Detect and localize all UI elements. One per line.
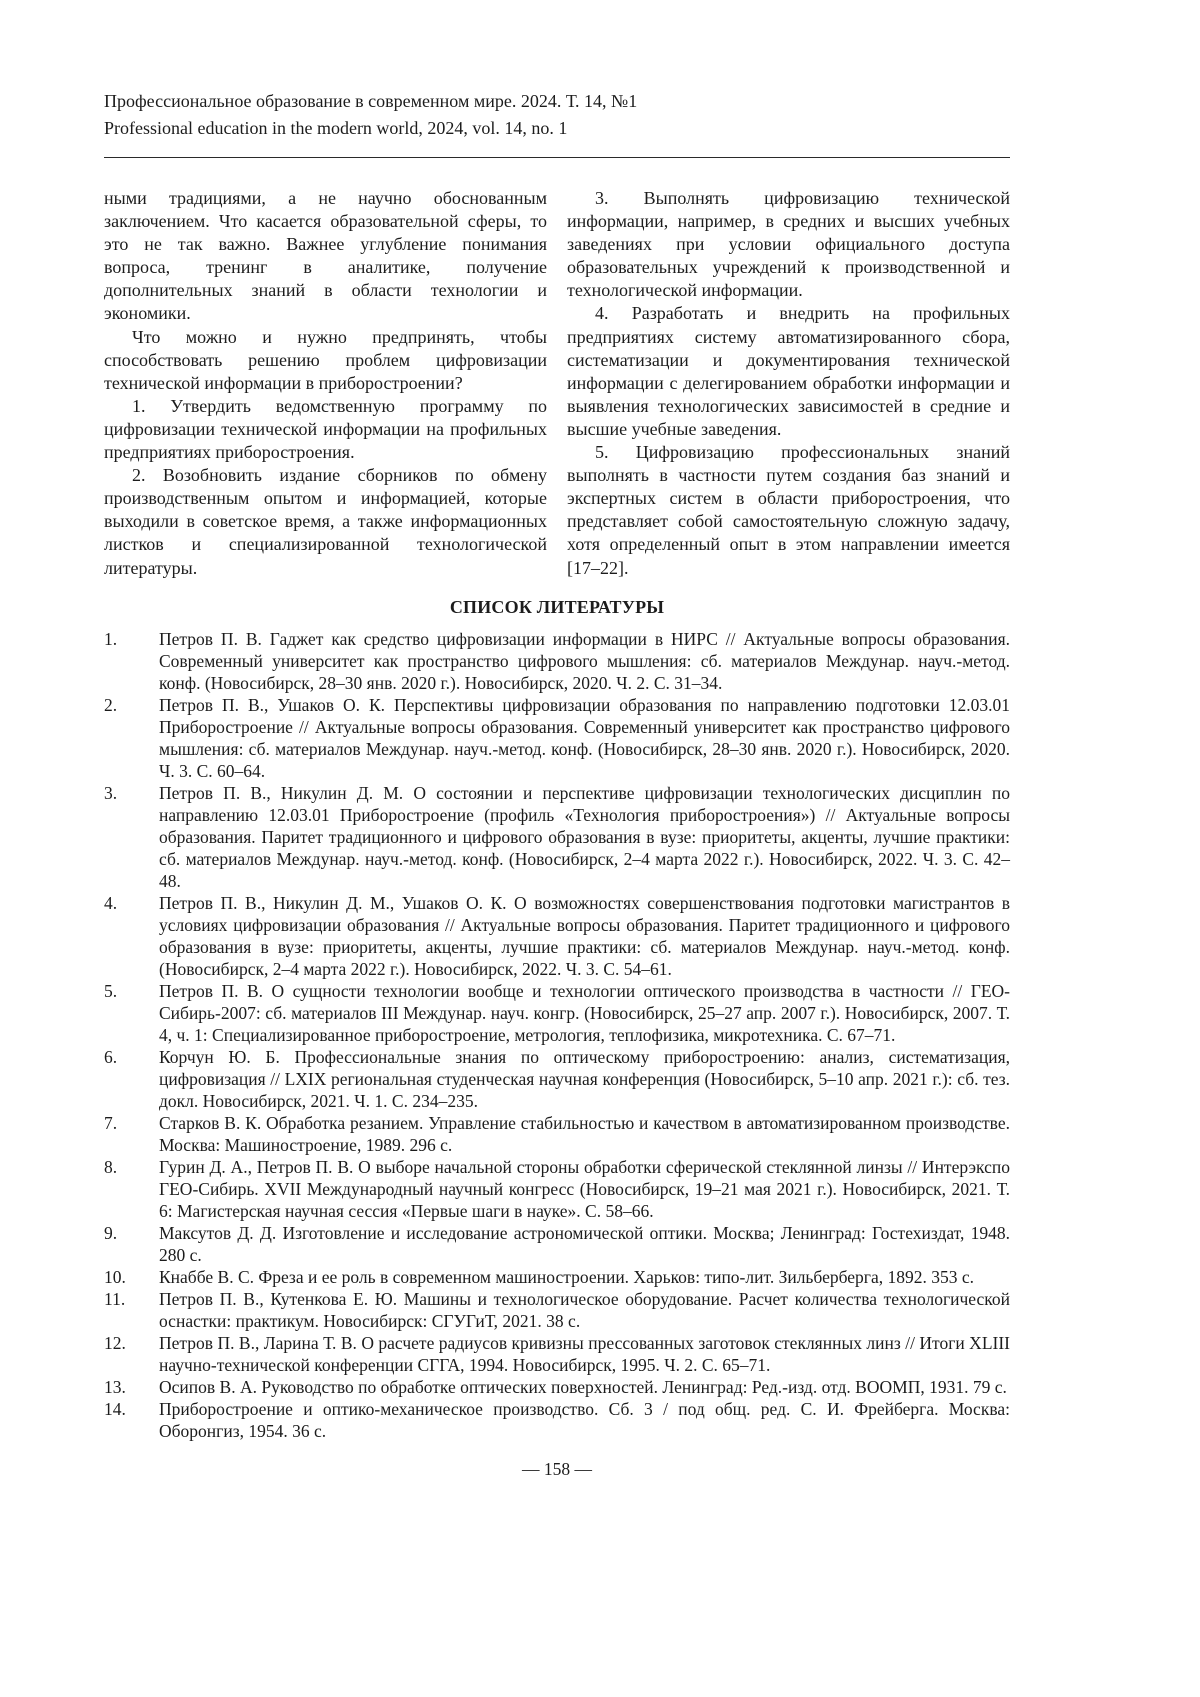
reference-item (104, 980, 1010, 1046)
reference-item (104, 1046, 1010, 1112)
reference-item (104, 1222, 1010, 1266)
paragraph: 1. Утвердить ведомственную программу по цифровизации технической информации на профильных предприятиях приборостроения. (104, 395, 547, 463)
journal-title-en: Professional education in the modern world, 2024, vol. 14, no. 1 (104, 118, 568, 138)
reference-text: Максутов Д. Д. Изготовление и исследование астрономической оптики. Москва; Ленинград: Гостехиздат, 1948. 280 с. (159, 1222, 1010, 1265)
reference-number: 11. (104, 1288, 126, 1309)
running-head (104, 88, 1010, 158)
reference-text: Кнаббе В. С. Фреза и ее роль в современном машиностроении. Харьков: типо-лит. Зильберберга, 1892. 353 с. (159, 1266, 975, 1287)
reference-text: Петров П. В., Ларина Т. В. О расчете радиусов кривизны прессованных заготовок стеклянных линз // Итоги XLIII научно-технической конференции СГГА, 1994. Новосибирск, 1995. Ч. 2. С. 65–71. (159, 1332, 1010, 1375)
right-column (567, 187, 1010, 580)
reference-number: 14. (104, 1398, 126, 1419)
references-list (104, 628, 1010, 1442)
reference-number: 3. (104, 782, 118, 803)
reference-item (104, 1398, 1010, 1442)
reference-item (104, 1376, 1010, 1398)
reference-text: Гурин Д. А., Петров П. В. О выборе начальной стороны обработки сферической стеклянной линзы // Интерэкспо ГЕО-Сибирь. XVII Международный научный конгресс (Новосибирск, 19–21 мая 2021 г.). Новосибирск, 2021. Т. 6: Магистерская научная сессия «Первые шаги в науке». С. 58–66. (159, 1156, 1010, 1221)
reference-item (104, 1288, 1010, 1332)
reference-item (104, 1266, 1010, 1288)
paragraph: Что можно и нужно предпринять, чтобы способствовать решению проблем цифровизации технической информации в приборостроении? (104, 326, 547, 393)
reference-number: 8. (104, 1156, 118, 1177)
reference-number: 7. (104, 1112, 118, 1133)
page-number: — 158 — (522, 1458, 592, 1479)
paragraph: 2. Возобновить издание сборников по обмену производственным опытом и информацией, которые выходили в советское время, а также информационных листков и специализированной технологической литературы. (104, 465, 547, 578)
reference-text: Петров П. В., Кутенкова Е. Ю. Машины и технологическое оборудование. Расчет количества технологической оснастки: практикум. Новосибирск: СГУГиТ, 2021. 38 с. (159, 1288, 1010, 1331)
reference-text: Осипов В. А. Руководство по обработке оптических поверхностей. Ленинград: Ред.-изд. отд. ВООМП, 1931. 79 с. (159, 1376, 1007, 1397)
reference-item (104, 694, 1010, 782)
references-title: СПИСОК ЛИТЕРАТУРЫ (449, 596, 665, 617)
reference-text: Петров П. В., Никулин Д. М., Ушаков О. К. О возможностях совершенствования подготовки магистрантов в условиях цифровизации образования // Актуальные вопросы образования. Паритет традиционного и цифрового образования в вузе: приоритеты, акценты, лучшие практики: сб. материалов Междунар. науч.-метод. конф. (Новосибирск, 2–4 марта 2022 г.). Новосибирск, 2022. Ч. 3. С. 54–61. (159, 892, 1010, 979)
reference-item (104, 1156, 1010, 1222)
reference-number: 1. (104, 628, 118, 649)
paragraph: ными традициями, а не научно обоснованным заключением. Что касается образовательной сферы, то это не так важно. Важнее углубление понимания вопроса, тренинг в аналитике, получение дополнительных знаний в области технологии и экономики. (104, 188, 547, 324)
reference-number: 13. (104, 1376, 126, 1397)
reference-number: 6. (104, 1046, 118, 1067)
reference-text: Петров П. В. О сущности технологии вообще и технологии оптического производства в частности // ГЕО-Сибирь-2007: сб. материалов III Междунар. науч. конгр. (Новосибирск, 25–27 апр. 2007 г.). Новосибирск, 2007. Т. 4, ч. 1: Специализированное приборостроение, метрология, теплофизика, микротехника. С. 67–71. (159, 980, 1010, 1045)
reference-number: 12. (104, 1332, 126, 1353)
paragraph: 5. Цифровизацию профессиональных знаний выполнять в частности путем создания баз знаний и экспертных систем в области приборостроения, что представляет собой самостоятельную сложную задачу, хотя определенный опыт в этом направлении имеется [17–22]. (567, 442, 1010, 578)
reference-number: 10. (104, 1266, 126, 1287)
reference-number: 4. (104, 892, 118, 913)
paragraph: 3. Выполнять цифровизацию технической информации, например, в средних и высших учебных заведениях при условии официального доступа образовательных учреждений к производственной и технологической информации. (567, 188, 1010, 301)
reference-item (104, 892, 1010, 980)
reference-item (104, 1332, 1010, 1376)
article-body (104, 187, 1010, 580)
header-rule (104, 157, 1010, 158)
reference-text: Старков В. К. Обработка резанием. Управление стабильностью и качеством в автоматизированном производстве. Москва: Машиностроение, 1989. 296 с. (159, 1112, 1010, 1155)
reference-text: Петров П. В., Ушаков О. К. Перспективы цифровизации образования по направлению подготовки 12.03.01 Приборостроение // Актуальные вопросы образования. Современный университет как пространство цифрового мышления: сб. материалов Междунар. науч.-метод. конф. (Новосибирск, 28–30 янв. 2020 г.). Новосибирск, 2020. Ч. 3. С. 60–64. (159, 694, 1010, 781)
reference-number: 2. (104, 694, 118, 715)
reference-text: Петров П. В., Никулин Д. М. О состоянии и перспективе цифровизации технологических дисциплин по направлению 12.03.01 Приборостроение (профиль «Технология приборостроения») // Актуальные вопросы образования. Паритет традиционного и цифрового образования в вузе: приоритеты, акценты, лучшие практики: сб. материалов Междунар. науч.-метод. конф. (Новосибирск, 2–4 марта 2022 г.). Новосибирск, 2022. Ч. 3. С. 42–48. (159, 782, 1010, 891)
left-column (104, 187, 547, 580)
reference-text: Петров П. В. Гаджет как средство цифровизации информации в НИРС // Актуальные вопросы образования. Современный университет как пространство цифрового мышления: сб. материалов Междунар. науч.-метод. конф. (Новосибирск, 28–30 янв. 2020 г.). Новосибирск, 2020. Ч. 2. С. 31–34. (159, 628, 1010, 693)
reference-item (104, 1112, 1010, 1156)
reference-text: Приборостроение и оптико-механическое производство. Сб. 3 / под общ. ред. С. И. Фрейберга. Москва: Оборонгиз, 1954. 36 с. (159, 1398, 1010, 1441)
reference-number: 5. (104, 980, 118, 1001)
reference-item (104, 628, 1010, 694)
reference-number: 9. (104, 1222, 118, 1243)
reference-item (104, 782, 1010, 892)
reference-text: Корчун Ю. Б. Профессиональные знания по оптическому приборостроению: анализ, систематизация, цифровизация // LXIX региональная студенческая научная конференция (Новосибирск, 5–10 апр. 2021 г.): сб. тез. докл. Новосибирск, 2021. Ч. 1. С. 234–235. (159, 1046, 1010, 1111)
journal-title-ru: Профессиональное образование в современном мире. 2024. Т. 14, №1 (104, 91, 638, 111)
paragraph: 4. Разработать и внедрить на профильных предприятиях систему автоматизированного сбора, систематизации и документирования технической информации с делегированием обработки информации и выявления технологических зависимостей в средние и высшие учебные заведения. (567, 303, 1010, 439)
